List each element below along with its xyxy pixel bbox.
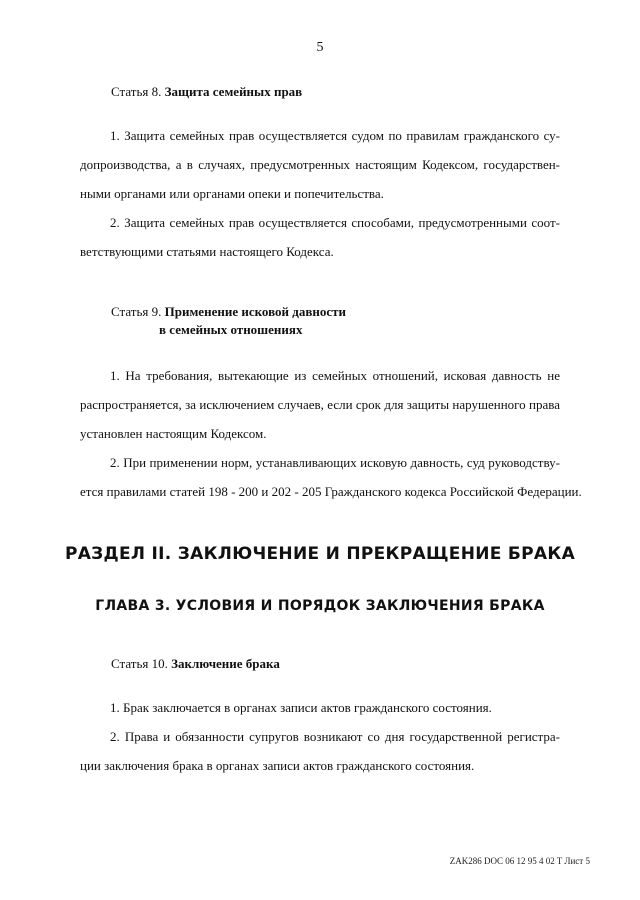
article-8-paragraph-2: [80, 208, 560, 266]
paragraph-line: 1. Защита семейных прав осуществляется судом по правилам гражданского су-: [110, 128, 560, 143]
page-number: 5: [316, 40, 324, 55]
paragraph-line: 1. На требования, вытекающие из семейных отношений, исковая давность не: [110, 368, 560, 383]
paragraph-line: 2. Права и обязанности супругов возникают со дня государственной регистра-: [110, 729, 560, 744]
chapter-heading: ГЛАВА 3. УСЛОВИЯ И ПОРЯДОК ЗАКЛЮЧЕНИЯ БРАКА: [95, 598, 545, 614]
article-10-paragraph-2: [80, 722, 560, 780]
article-10-title: Заключение брака: [171, 656, 280, 671]
article-9-title: Применение исковой давности: [164, 304, 347, 319]
paragraph-line: распространяется, за исключением случаев, если срок для защиты нарушенного права: [80, 397, 560, 412]
article-9-label: Статья 9.: [111, 304, 162, 319]
paragraph-line: ется правилами статей 198 - 200 и 202 - 205 Гражданского кодекса Российской Федерации.: [80, 484, 582, 499]
paragraph-line: ции заключения брака в органах записи актов гражданского состояния.: [80, 758, 475, 773]
paragraph-line: 2. При применении норм, устанавливающих исковую давность, суд руководству-: [110, 455, 560, 470]
article-8-heading: [111, 84, 302, 100]
section-heading: РАЗДЕЛ II. ЗАКЛЮЧЕНИЕ И ПРЕКРАЩЕНИЕ БРАКА: [64, 544, 576, 564]
article-10-paragraph-1: [80, 693, 560, 722]
article-10-label: Статья 10.: [111, 656, 168, 671]
paragraph-line: допроизводства, а в случаях, предусмотренных настоящим Кодексом, государствен-: [80, 157, 560, 172]
article-9-title-line-2: в семейных отношениях: [159, 322, 303, 337]
article-8-label: Статья 8.: [111, 84, 162, 99]
article-9-paragraph-2: [80, 448, 582, 506]
article-8-paragraph-1: [80, 121, 560, 208]
paragraph-line: 1. Брак заключается в органах записи актов гражданского состояния.: [110, 700, 492, 715]
article-9-paragraph-1: [80, 361, 560, 448]
paragraph-line: ветствующими статьями настоящего Кодекса.: [80, 244, 334, 259]
document-footer: ZAK286 DOC 06 12 95 4 02 T Лист 5: [449, 856, 590, 866]
article-9-heading: [111, 304, 346, 338]
paragraph-line: установлен настоящим Кодексом.: [80, 426, 267, 441]
paragraph-line: ными органами или органами опеки и попечительства.: [80, 186, 384, 201]
article-8-title: Защита семейных прав: [164, 84, 303, 99]
paragraph-line: 2. Защита семейных прав осуществляется способами, предусмотренными соот-: [110, 215, 560, 230]
article-10-heading: [111, 656, 280, 672]
